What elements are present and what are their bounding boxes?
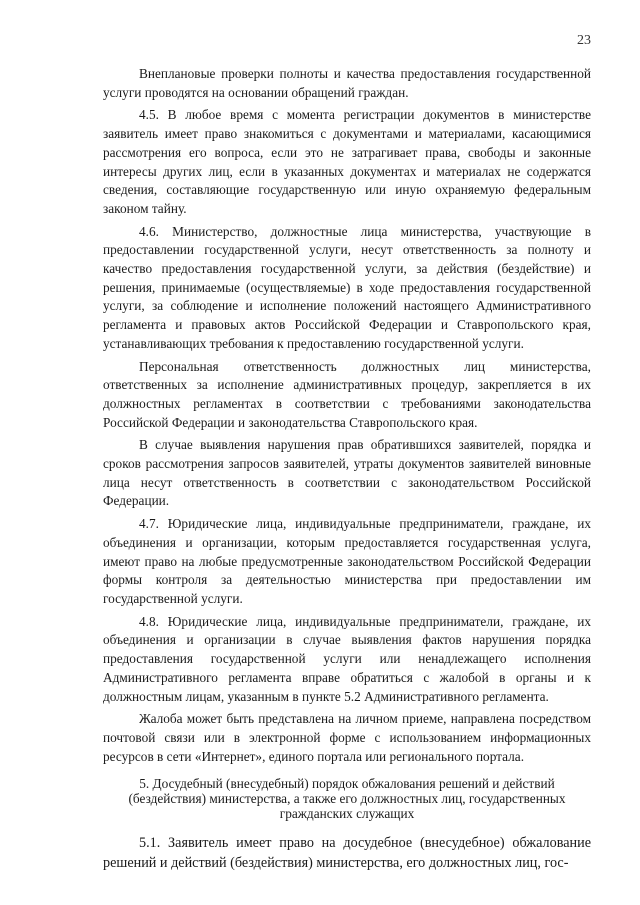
- paragraph-personal-responsibility: Персональная ответственность должностных лиц министерства, ответственных за исполнение административных процедур, закрепляется в их должностных регламентах в соответствии с требованиями законодательства Российской Федерации и законодательства Ставропольского края.: [103, 358, 591, 430]
- paragraph-4-7: 4.7. Юридические лица, индивидуальные предприниматели, граждане, их объединения и организации, которым предоставляется государственная услуга, имеют право на любые предусмотренные законодательством Российской Федерации формы контроля за деятельностью министерства при предоставлении им государственной услуги.: [103, 516, 591, 606]
- paragraph-complaint: Жалоба может быть представлена на личном приеме, направлена посредством почтовой связи или в электронной форме с использованием информационных ресурсов в сети «Интернет», единого портала или регионального портала.: [103, 711, 591, 764]
- paragraph-inspections: Внеплановые проверки полноты и качества предоставления государственной услуги проводятся на основании обращений граждан.: [103, 66, 591, 100]
- paragraph-4-6: 4.6. Министерство, должностные лица министерства, участвующие в предоставлении государственной услуги, несут ответственность за полноту и качество предоставления государственной услуги, за действия (бездействие) и решения, принимаемые (осуществляемые) в ходе предоставления государственной услуги, за соблюдение и исполнение положений настоящего Административного регламента и правовых актов Российской Федерации и Ставропольского края, устанавливающих требования к предоставлению государственной услуги.: [103, 223, 591, 351]
- section-5-heading: 5. Досудебный (внесудебный) порядок обжалования решений и действий (бездействия) министерства, а также его должностных лиц, государственных гражданских служащих: [128, 776, 566, 822]
- paragraph-4-8: 4.8. Юридические лица, индивидуальные предприниматели, граждане, их объединения и организации в случае выявления фактов нарушения порядка предоставления государственной услуги или ненадлежащего исполнения Административного регламента вправе обратиться с жалобой в органы и к должностным лицам, указанным в пункте 5.2 Административного регламента.: [103, 613, 591, 704]
- paragraph-4-5: 4.5. В любое время с момента регистрации документов в министерстве заявитель имеет право знакомиться с документами и материалами, касающимися рассмотрения его вопроса, если это не затрагивает права, свободы и законные интересы других лиц, если в указанных документах и материалах не содержатся сведения, составляющие государственную или иную охраняемую федеральным законом тайну.: [103, 107, 591, 216]
- paragraph-5-1: 5.1. Заявитель имеет право на досудебное (внесудебное) обжалование решений и действий (бездействия) министерства, его должностных лиц, гос-: [103, 835, 591, 872]
- paragraph-violations: В случае выявления нарушения прав обратившихся заявителей, порядка и сроков рассмотрения запросов заявителей, утраты документов заявителей виновные лица несут ответственность в соответствии с законодательством Российской Федерации.: [103, 437, 591, 509]
- document-body: [103, 65, 591, 877]
- page-number: 23: [577, 33, 591, 48]
